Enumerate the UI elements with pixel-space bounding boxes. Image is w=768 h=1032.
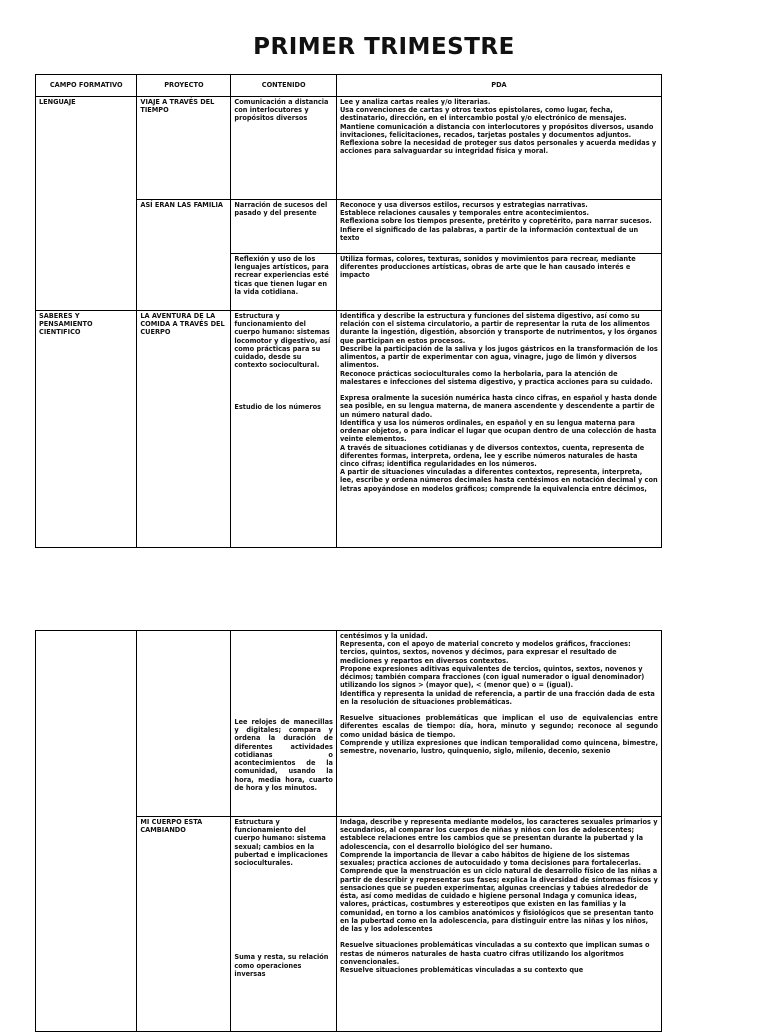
contenido-text: Lee relojes de manecillas y digitales; compara y ordena la duración de diferentes actividades cotidianas o acontecimientos de la comunidad, usando la hora, media hora, cuarto de hora y los minutos. — [234, 717, 333, 792]
pda-cell — [336, 254, 661, 311]
text-line: Resuelve situaciones problemáticas vinculadas a su contexto que — [339, 964, 584, 974]
text-line: Mantiene comunicación a distancia con interlocutores y propósitos diversos, usando — [339, 121, 654, 131]
text-line: Reflexiona sobre los tiempos presente, pretérito y copretérito, para narrar sucesos. — [339, 216, 652, 226]
table-row — [36, 311, 662, 548]
contenido-cell: Narración de sucesos del pasado y del presente — [231, 200, 337, 254]
contenido-text: Estructura y funcionamiento del cuerpo humano: sistema sexual; cambios en la pubertad e implicaciones socioculturales. — [234, 817, 328, 868]
proyecto-cell: MI CUERPO ESTA CAMBIANDO — [137, 817, 231, 1032]
text-line: Usa convenciones de cartas y otros textos epistolares, como lugar, fecha, destinatario, dirección, en el intercambio postal y/o electrónico de mensajes. — [339, 105, 627, 123]
text-line: Reflexiona sobre la necesidad de proteger sus datos personales y acuerda medidas y acciones para salvaguardar su integridad física y moral. — [339, 138, 657, 156]
pda-text — [340, 312, 658, 386]
text-line: Comprende y utiliza expresiones que indican temporalidad como quincena, bimestre, semestre, novenario, lustro, quinquenio, siglo, milenio, decenio, sexenio — [339, 737, 658, 756]
text-line: Identifica y representa la unidad de referencia, a partir de una fracción dada de esta en la resolución de situaciones problemáticas. — [339, 688, 655, 706]
pda-cell — [336, 631, 661, 817]
pda-cell — [336, 817, 661, 1032]
header-campo-formativo: CAMPO FORMATIVO — [36, 75, 137, 97]
text-line: Establece relaciones causales y temporales entre acontecimientos. — [339, 208, 590, 218]
contenido-cell — [231, 311, 337, 548]
text-line: Resuelve situaciones problemáticas vinculadas a su contexto que implican sumas o restas de números naturales de hasta cuatro cifras utilizando los algoritmos convencionales. — [339, 940, 650, 966]
pda-text — [340, 394, 658, 493]
text-line: Indaga, describe y representa mediante modelos, los caracteres sexuales primarios y secundarios, al comparar los cuerpos de niñas y niños con los de adolescentes; establece relaciones entre los cambios que se presentan durante la pubertad y la adolescencia, con el desarrollo biológico del ser humano. — [339, 817, 658, 851]
header-contenido: CONTENIDO — [231, 75, 337, 97]
text-line: Resuelve situaciones problemáticas que implican el uso de equivalencias entre diferentes escalas de tiempo: día, hora, minuto y segundo; reconoce al segundo como unidad básica de tiempo. — [339, 713, 658, 739]
text-line: A partir de situaciones vinculadas a diferentes contextos, representa, interpreta, lee, escribe y ordena números decimales hasta centésimos en notación decimal y con letras apoyándose en modelos gráficos; comprende la equivalencia entre décimos, — [339, 467, 658, 493]
proyecto-cell: VIAJE A TRAVÉS DEL TIEMPO — [137, 97, 231, 200]
contenido-cell — [231, 631, 337, 817]
text-line: Infiere el significado de las palabras, a partir de la información contextual de un texto — [339, 224, 639, 242]
contenido-cell: Comunicación a distancia con interlocutores y propósitos diversos — [231, 97, 337, 200]
campo-cell: SABERES Y PENSAMIENTO CIENTIFICO — [36, 311, 137, 548]
contenido-text: Estructura y funcionamiento del cuerpo humano: sistemas locomotor y digestivo, así como prácticas para su cuidado, desde su contexto sociocultural. — [234, 311, 331, 370]
text-line: Identifica y usa los números ordinales, en español y en su lengua materna para ordenar objetos, o para indicar el lugar que ocupan dentro de una colección de hasta veinte elementos. — [339, 417, 657, 444]
text-line: A través de situaciones cotidianas y de diversos contextos, cuenta, representa de diferentes formas, interpreta, ordena, lee y escribe números naturales de hasta cinco cifras; identifica regularidades en los números. — [339, 442, 645, 468]
header-pda: PDA — [336, 75, 661, 97]
pda-cell — [336, 97, 661, 200]
proyecto-cell — [137, 631, 231, 817]
contenido-cell: Reflexión y uso de los lenguajes artísticos, para recrear experiencias esté ticas que tienen lugar en la vida cotidiana. — [231, 254, 337, 311]
text-line: centésimos y la unidad. — [339, 631, 428, 640]
text-line: Describe la participación de la saliva y los jugos gástricos en la transformación de los alimentos, a partir de experimentar con agua, vinagre, jugo de limón y diversos alimentos. — [339, 343, 658, 370]
contenido-text: Suma y resta, su relación como operaciones inversas — [234, 952, 329, 978]
pda-text — [340, 714, 658, 755]
campo-cell — [36, 631, 137, 1032]
table-header-row — [36, 75, 662, 97]
proyecto-cell: ASÍ ERAN LAS FAMILIA — [137, 200, 231, 311]
text-line: invitaciones, felicitaciones, recados, tarjetas postales y documentos adjuntos. — [339, 129, 632, 139]
table-row — [36, 631, 662, 817]
text-line: Comprende que la menstruación es un ciclo natural de desarrollo físico de las niñas a partir de describir y representar sus fases; explica la diversidad de síntomas físicos y sensaciones que se pueden experimentar, algunas creencias y tabúes alrededor de ésta, así como medidas de cuidado e higiene personal Indaga y comunica ideas, valores, prácticas, costumbres y estereotipos que existen en las familias y la comunidad, en torno a los cambios anatómicos y fisiológicos que se presentan tanto en la pubertad como en la adolescencia, para distinguir entre las niñas y los niños, de las y los adolescentes — [339, 866, 658, 934]
text-line: Identifica y describe la estructura y funciones del sistema digestivo, así como su relación con el sistema circulatorio, a partir de representar la ruta de los alimentos durante la ingestión, digestión, absorción y transporte de nutrimentos, y los órganos que participan en estos procesos. — [339, 311, 658, 345]
text-line: Lee y analiza cartas reales y/o literarias. — [339, 97, 491, 106]
curriculum-table-page-2 — [35, 630, 662, 1032]
text-line: Reconoce prácticas socioculturales como la herbolaria, para la atención de malestares e infecciones del sistema digestivo, y practica acciones para su cuidado. — [339, 368, 653, 386]
text-line: Comprende la importancia de llevar a cabo hábitos de higiene de los sistemas sexuales; practica acciones de autocuidado y toma decisiones para fortalecerlas. — [339, 849, 641, 868]
table-row — [36, 97, 662, 200]
campo-cell: LENGUAJE — [36, 97, 137, 311]
pda-cell — [336, 200, 661, 254]
text-line: Propone expresiones aditivas equivalentes de tercios, quintos, sextos, novenos y décimos; también compara fracciones (con igual numerador o igual denominador) utilizando los signos > (mayor que), < (menor que) o = (igual). — [339, 663, 645, 690]
text-line: Representa, con el apoyo de material concreto y modelos gráficos, fracciones: tercios, quintos, sextos, novenos y décimos, para expresar el resultado de mediciones y repartos en diversos contextos. — [339, 639, 631, 665]
text-line: Reconoce y usa diversos estilos, recursos y estrategias narrativas. — [339, 200, 588, 209]
page-title: PRIMER TRIMESTRE — [253, 34, 515, 60]
contenido-cell — [231, 817, 337, 1032]
pda-text — [340, 632, 658, 706]
pda-cell — [336, 311, 661, 548]
pda-text — [340, 818, 658, 933]
text-line: Expresa oralmente la sucesión numérica hasta cinco cifras, en español y hasta donde sea posible, en su lengua materna, de manera ascendente y descendente a partir de un número natural dado. — [339, 393, 657, 419]
proyecto-cell: LA AVENTURA DE LA COMIDA A TRAVÉS DEL CUERPO — [137, 311, 231, 548]
text-line: Utiliza formas, colores, texturas, sonidos y movimientos para recrear, mediante diferentes producciones artísticas, obras de arte que le han causado interés e impacto — [339, 254, 636, 280]
curriculum-table-page-1 — [35, 74, 662, 548]
pda-text — [340, 941, 658, 974]
header-proyecto: PROYECTO — [137, 75, 231, 97]
contenido-text: Estudio de los números — [234, 401, 322, 411]
